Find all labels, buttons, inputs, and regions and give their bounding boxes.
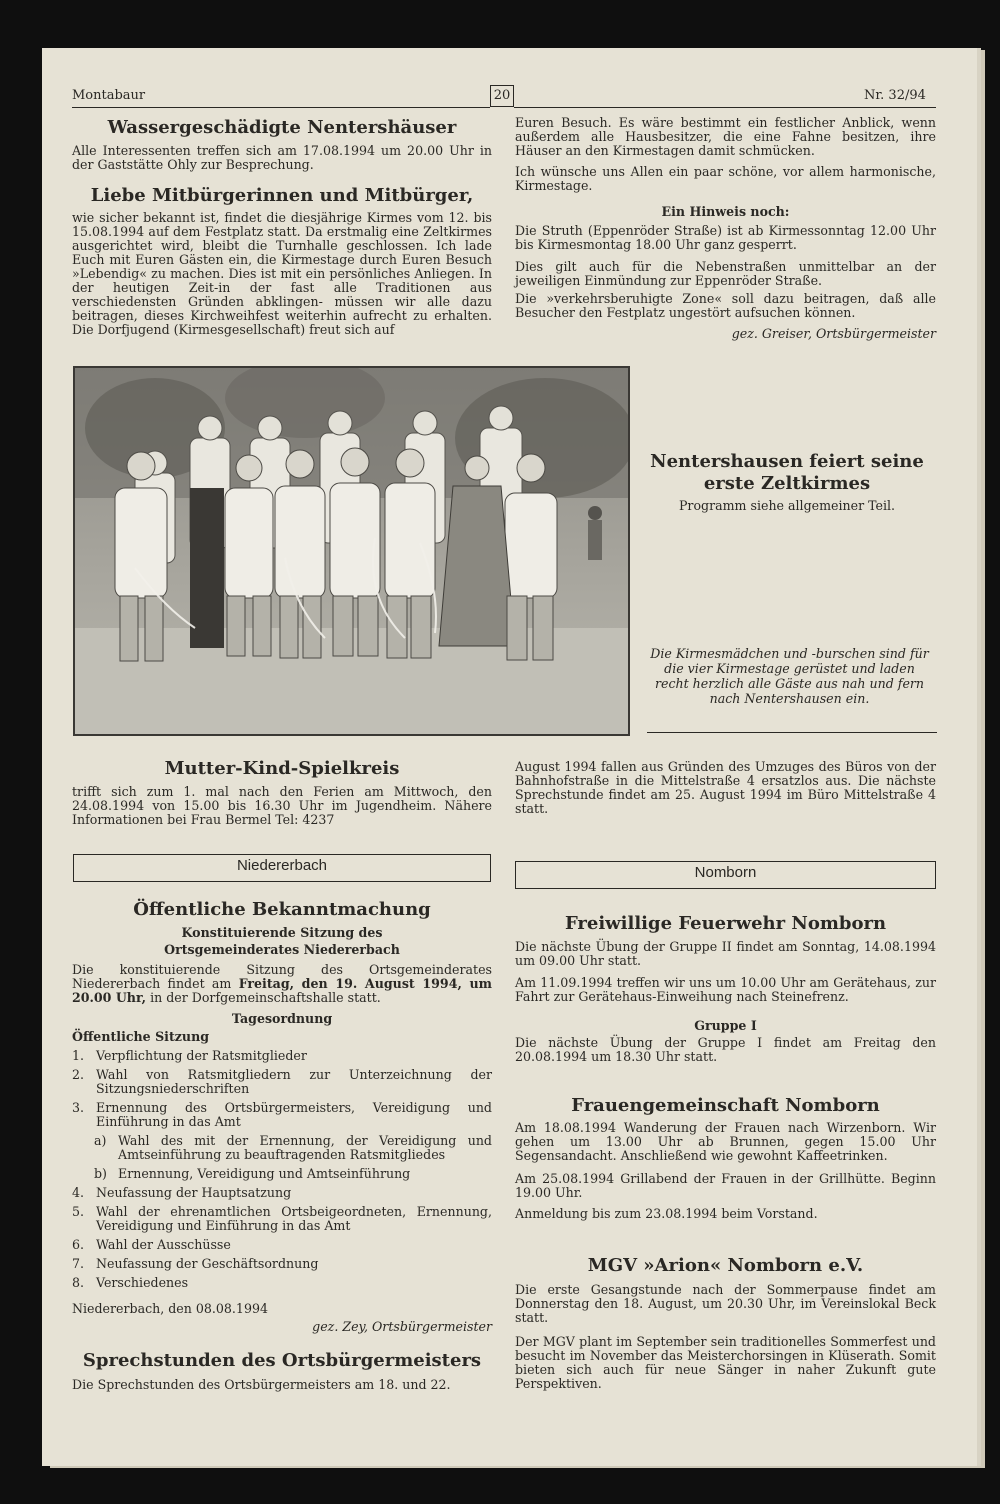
frauengemeinschaft-paragraph-2: Am 25.08.1994 Grillabend der Frauen in der Grillhütte. Beginn 19.00 Uhr. [515,1171,936,1200]
feuerwehr-paragraph-2: Am 11.09.1994 treffen wir uns um 10.00 Uhr am Gerätehaus, zur Fahrt zur Gerätehaus-Einweihung nach Steinefrenz. [515,975,936,1004]
page-number: 20 [490,85,514,107]
bekanntmachung-date: Freitag, den 19. August 1994, um 20.00 Uhr, [72,976,493,1005]
article-title-sprechstunden: Sprechstunden des Ortsbürgermeisters [82,1350,482,1371]
agenda-item-text: Neufassung der Geschäftsordnung [96,1256,319,1271]
agenda-subitem-letter: a) [94,1133,107,1148]
article-title-frauengemeinschaft: Frauengemeinschaft Nomborn [571,1095,880,1116]
agenda-item [72,1101,492,1129]
article-title-bekanntmachung: Öffentliche Bekanntmachung [133,899,431,920]
agenda-item-text: Verschiedenes [96,1275,189,1290]
group-photo-illustration [75,368,628,734]
agenda-item [72,1276,492,1290]
agenda-subitem-letter: b) [94,1166,107,1181]
bekanntmachung-subtitle-1: Konstituierende Sitzung des [181,925,383,940]
bekanntmachung-subtitle-2: Ortsgemeinderates Niedererbach [164,942,400,957]
bekanntmachung-body-c: in der Dorfgemeinschaftshalle statt. [146,990,381,1005]
agenda-item [72,1238,492,1252]
agenda-item [72,1186,492,1200]
signature-zey: gez. Zey, Ortsbürgermeister [312,1319,492,1334]
agenda-item-number: 5. [72,1204,85,1219]
frauengemeinschaft-paragraph-3: Anmeldung bis zum 23.08.1994 beim Vorstand. [515,1206,818,1221]
agenda-subitem-text: Ernennung, Vereidigung und Amtseinführung [118,1166,411,1181]
header-rule-left [72,107,490,108]
article-title-feuerwehr: Freiwillige Feuerwehr Nomborn [564,913,887,934]
photo-headline: Nentershausen feiert seine erste Zeltkirmes [650,451,924,494]
agenda-item-number: 6. [72,1237,85,1252]
article-title-spielkreis: Mutter-Kind-Spielkreis [164,758,400,779]
agenda-subitem [72,1167,492,1181]
section-header-niedererbach: Niedererbach [73,854,491,882]
agenda-subitem-text: Wahl des mit der Ernennung, der Vereidigung und Amtseinführung zu beauftragenden Ratsmitgliedes [118,1133,492,1162]
bekanntmachung-place-date: Niedererbach, den 08.08.1994 [72,1301,268,1316]
article-title-buerger: Liebe Mitbürgerinnen und Mitbürger, [90,185,474,206]
article-continued-1: Euren Besuch. Es wäre bestimmt ein festlicher Anblick, wenn außerdem alle Hausbesitzer, die eine Fahne besitzen, ihre Häuser an den Kirmestagen damit schmücken. [515,115,936,158]
hint-paragraph-2: Dies gilt auch für die Nebenstraßen unmittelbar an der jeweiligen Einmündung zur Eppenröder Straße. [515,259,936,288]
photo-caption: Die Kirmesmädchen und -burschen sind für die vier Kirmestage gerüstet und laden recht herzlich alle Gäste aus nah und fern nach Nentershausen ein. [650,646,929,706]
agenda-item [72,1257,492,1271]
hint-paragraph-1: Die Struth (Eppenröder Straße) ist ab Kirmessonntag 12.00 Uhr bis Kirmesmontag 18.00 Uhr ganz gesperrt. [515,223,936,252]
header-rule-right [514,107,936,108]
agenda-item-number: 2. [72,1067,85,1082]
caption-rule [647,732,937,733]
agenda-item-text: Wahl der Ausschüsse [96,1237,231,1252]
agenda-item-number: 3. [72,1100,85,1115]
section-header-nomborn: Nomborn [515,861,936,889]
agenda-subitem [72,1134,492,1162]
agenda-item [72,1049,492,1063]
agenda-item-number: 4. [72,1185,85,1200]
feuerwehr-paragraph-3: Die nächste Übung der Gruppe I findet am Freitag den 20.08.1994 um 18.30 Uhr statt. [515,1035,936,1064]
feuerwehr-group-title: Gruppe I [694,1018,757,1033]
newspaper-page [42,48,977,1466]
agenda-item-text: Verpflichtung der Ratsmitglieder [96,1048,307,1063]
agenda-item-number: 1. [72,1048,85,1063]
article-continued-sprechstunden: August 1994 fallen aus Gründen des Umzuges des Büros von der Bahnhofstraße in die Mittelstraße 4 ersatzlos aus. Die nächste Sprechstunde findet am 25. August 1994 im Büro Mittelstraße 4 statt. [515,759,936,816]
hint-title: Ein Hinweis noch: [661,204,790,219]
article-body-sprechstunden: Die Sprechstunden des Ortsbürgermeisters am 18. und 22. [72,1377,451,1392]
agenda-public-session: Öffentliche Sitzung [72,1029,210,1044]
bekanntmachung-body-a: Die konstituierende Sitzung des Ortsgemeinderates Niedererbach findet am [72,962,492,991]
agenda-item-number: 8. [72,1275,85,1290]
article-body-wasser: Alle Interessenten treffen sich am 17.08.1994 um 20.00 Uhr in der Gaststätte Ohly zur Besprechung. [72,143,492,172]
group-photo [73,366,630,736]
hint-paragraph-3: Die »verkehrsberuhigte Zone« soll dazu beitragen, daß alle Besucher den Festplatz ungestört aufsuchen können. [515,291,936,320]
agenda-item-text: Wahl der ehrenamtlichen Ortsbeigeordneten, Ernennung, Vereidigung und Einführung in das Amt [96,1204,492,1233]
agenda-item [72,1068,492,1096]
bekanntmachung-body [72,963,492,1005]
article-body-spielkreis: trifft sich zum 1. mal nach den Ferien am Mittwoch, den 24.08.1994 von 15.00 bis 16.30 Uhr im Jugendheim. Nähere Informationen bei Frau Bermel Tel: 4237 [72,784,492,827]
agenda-item [72,1205,492,1233]
frauengemeinschaft-paragraph-1: Am 18.08.1994 Wanderung der Frauen nach Wirzenborn. Wir gehen um 13.00 Uhr ab Brunnen, gegen 15.00 Uhr Segensandacht. Anschließend wie gewohnt Kaffeetrinken. [515,1120,936,1163]
photo-subtitle: Programm siehe allgemeiner Teil. [678,498,896,513]
agenda-item-text: Ernennung des Ortsbürgermeisters, Vereidigung und Einführung in das Amt [96,1100,492,1129]
agenda-list [72,1049,492,1291]
article-body-buerger: wie sicher bekannt ist, findet die diesjährige Kirmes vom 12. bis 15.08.1994 auf dem Festplatz statt. Da erstmalig eine Zeltkirmes ausgerichtet wird, bleibt die Turnhalle geschlossen. Ich lade Euch mit Euren Gästen ein, die Kirmestage durch Euren Besuch »Lebendig« zu machen. Dies ist mit ein persönliches Anliegen. In der heutigen Zeit-in der fast alle Traditionen aus verschiedensten Gründen abklingen- müssen wir alle dazu beitragen, dieses Kirchweihfest weiterhin aufrecht zu erhalten. Die Dorfjugend (Kirmesgesellschaft) freut sich auf [72,210,492,337]
agenda-item-number: 7. [72,1256,85,1271]
article-continued-2: Ich wünsche uns Allen ein paar schöne, vor allem harmonische, Kirmestage. [515,164,936,193]
article-title-wasser: Wassergeschädigte Nentershäuser [107,117,457,138]
agenda-item-text: Neufassung der Hauptsatzung [96,1185,292,1200]
mgv-paragraph-2: Der MGV plant im September sein traditionelles Sommerfest und besucht im November das Meisterchorsingen in Klüserath. Somit bieten sich auch für neue Sänger in naher Zukunft gute Perspektiven. [515,1334,936,1391]
mgv-paragraph-1: Die erste Gesangstunde nach der Sommerpause findet am Donnerstag den 18. August, um 20.30 Uhr, im Vereinslokal Beck statt. [515,1282,936,1325]
agenda-title: Tagesordnung [231,1011,333,1026]
article-title-mgv: MGV »Arion« Nomborn e.V. [587,1255,864,1276]
issue-number: Nr. 32/94 [864,88,926,103]
signature-greiser: gez. Greiser, Ortsbürgermeister [731,326,936,341]
feuerwehr-paragraph-1: Die nächste Übung der Gruppe II findet am Sonntag, 14.08.1994 um 09.00 Uhr statt. [515,939,936,968]
agenda-item-text: Wahl von Ratsmitgliedern zur Unterzeichnung der Sitzungsniederschriften [96,1067,492,1096]
header-town: Montabaur [72,88,146,103]
